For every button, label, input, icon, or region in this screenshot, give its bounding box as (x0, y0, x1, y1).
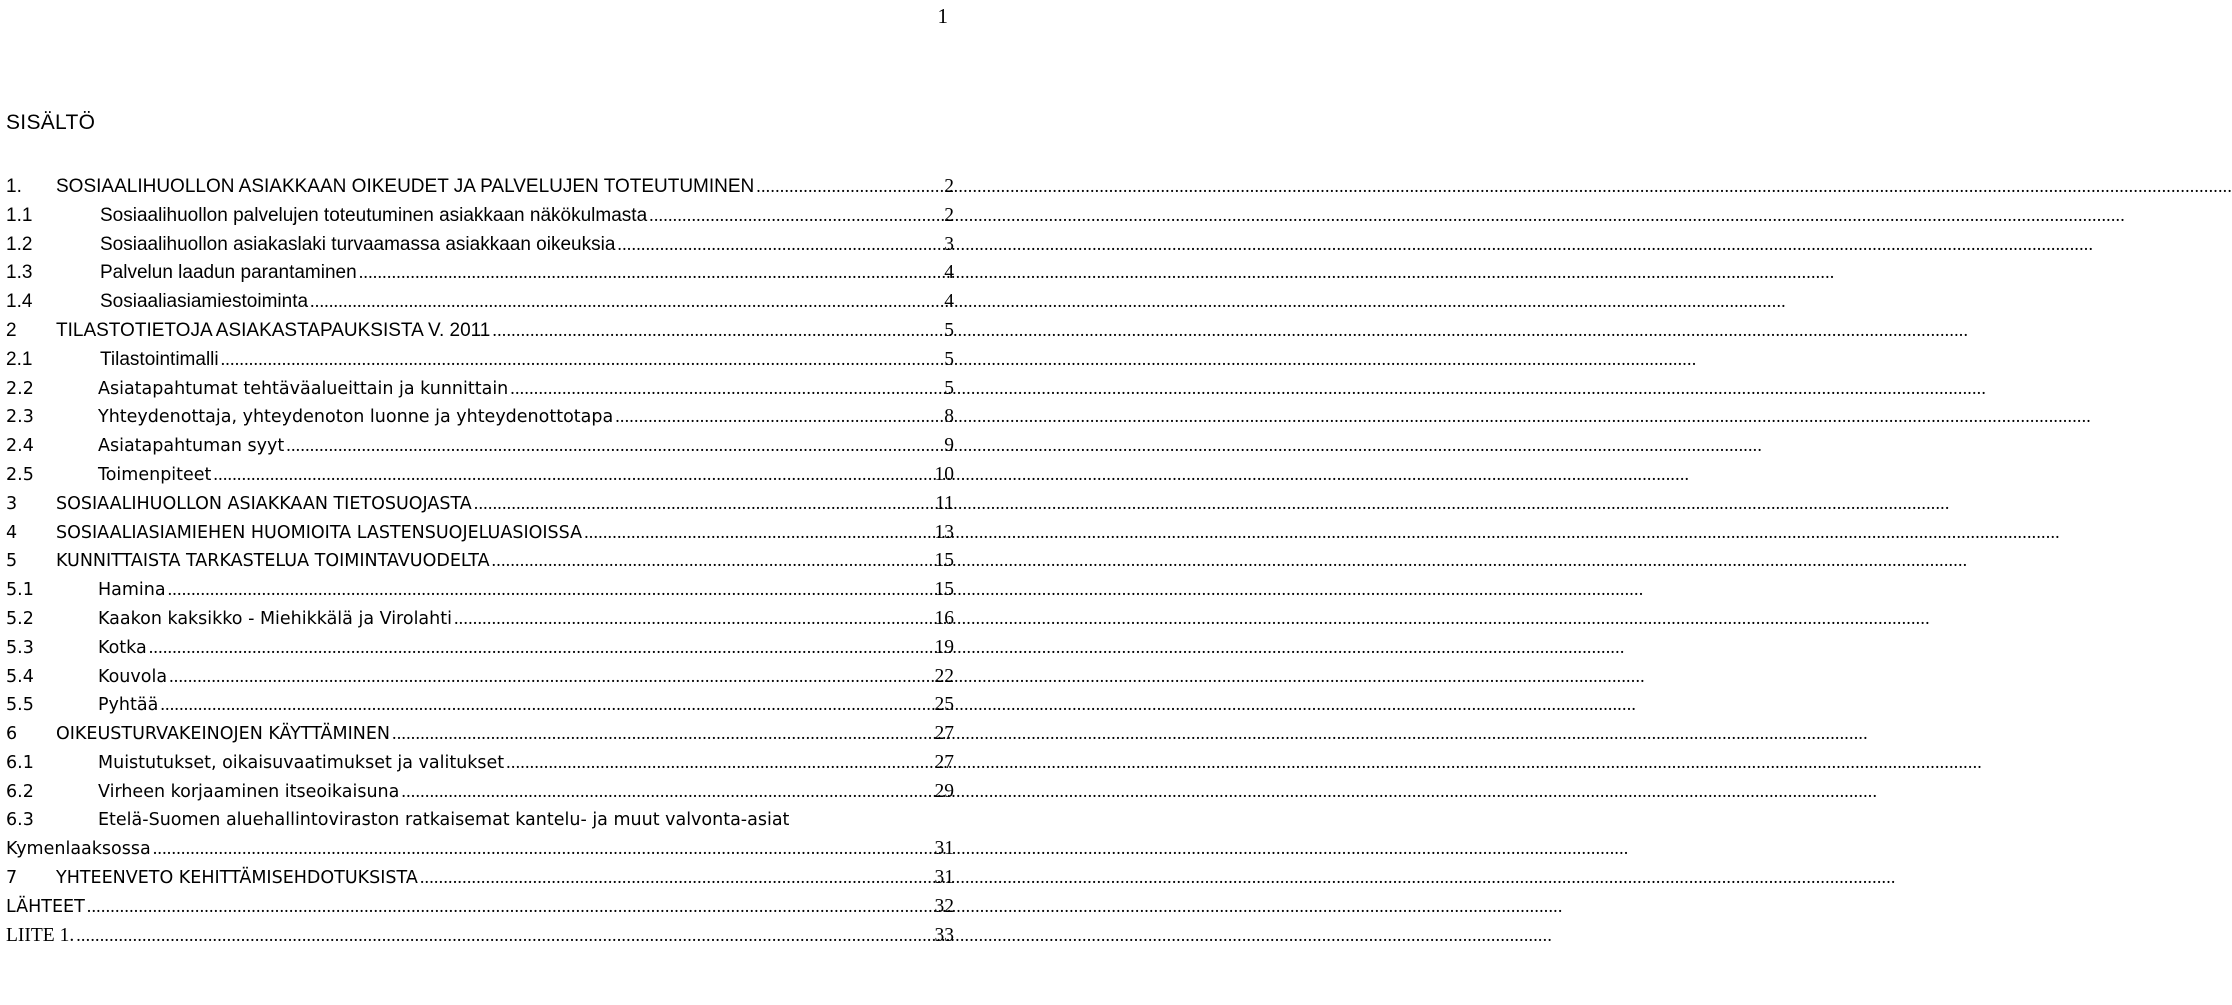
toc-entry-number: 2.2 (6, 378, 34, 399)
toc-entry[interactable] (6, 201, 954, 230)
toc-entry[interactable] (6, 460, 954, 489)
toc-entry-title: Asiatapahtuman syyt (98, 436, 285, 457)
toc-entry-number: 2 (6, 319, 17, 341)
toc-entry[interactable] (6, 230, 954, 259)
toc-entry-title: Sosiaaliasiamiestoiminta (100, 291, 309, 313)
toc-entry-title: Palvelun laadun parantaminen (100, 262, 357, 284)
toc-dot-leader (756, 172, 942, 201)
toc-entry-number: 7 (6, 868, 18, 889)
toc-dot-leader (474, 489, 933, 518)
toc-entry-title: Asiatapahtumat tehtäväalueittain ja kunnittain (98, 378, 509, 399)
toc-entry-page: 2 (944, 176, 954, 197)
toc-dot-leader (87, 892, 933, 921)
toc-entry-page: 9 (944, 435, 954, 457)
toc-dot-leader (310, 287, 942, 316)
toc-entry[interactable] (6, 431, 954, 460)
toc-entry-title: SOSIAALIHUOLLON ASIAKKAAN OIKEUDET JA PALVELUJEN TOTEUTUMINEN (56, 176, 755, 197)
toc-entry-page: 10 (934, 463, 954, 485)
toc-entry-title: Tilastointimalli (100, 348, 219, 370)
toc-entry[interactable] (6, 690, 954, 719)
toc-entry-number: 1.1 (6, 204, 33, 226)
toc-entry-title: YHTEENVETO KEHITTÄMISEHDOTUKSISTA (56, 868, 418, 889)
toc-dot-leader (169, 662, 932, 691)
toc-entry-title: Hamina (98, 580, 166, 601)
toc-entry-number: 6.3 (6, 809, 34, 830)
toc-dot-leader (420, 863, 933, 892)
toc-entry-number: 1. (6, 176, 22, 197)
toc-entry[interactable] (6, 316, 954, 345)
toc-entry[interactable] (6, 806, 954, 835)
toc-entry[interactable] (6, 489, 954, 518)
toc-entry-title: SOSIAALIASIAMIEHEN HUOMIOITA LASTENSUOJELUASIOISSA (56, 522, 583, 543)
toc-entry-title: Virheen korjaaminen itseoikaisuna (98, 781, 400, 802)
toc-entry-page: 13 (934, 521, 954, 543)
toc-entry-page: 22 (934, 665, 954, 687)
toc-entry-title: KUNNITTAISTA TARKASTELUA TOIMINTAVUODELTA (56, 551, 490, 572)
toc-entry-number: 1.4 (6, 291, 33, 313)
toc-entry[interactable] (6, 258, 954, 287)
toc-entry-page: 19 (934, 636, 954, 658)
toc-entry-title: OIKEUSTURVAKEINOJEN KÄYTTÄMINEN (56, 724, 390, 745)
toc-dot-leader (617, 230, 942, 259)
toc-entry[interactable] (6, 546, 954, 575)
toc-entry[interactable] (6, 834, 954, 863)
toc-dot-leader (168, 575, 933, 604)
toc-entry-number: 6.2 (6, 781, 34, 802)
toc-entry-number: 2.1 (6, 348, 33, 370)
toc-entry-page: 5 (944, 319, 954, 341)
toc-entry-title: Toimenpiteet (98, 464, 212, 485)
toc-entry-page: 31 (934, 838, 954, 860)
toc-entry-title: Etelä-Suomen aluehallintoviraston ratkaisemat kantelu- ja muut valvonta-asiat (98, 809, 790, 830)
toc-entry-page: 33 (934, 924, 954, 946)
toc-entry-page: 4 (944, 291, 954, 313)
toc-entry[interactable] (6, 777, 954, 806)
toc-entry-number: 1.2 (6, 233, 33, 255)
toc-entry[interactable] (6, 374, 954, 403)
toc-entry[interactable] (6, 287, 954, 316)
toc-entry-title: Kaakon kaksikko - Miehikkälä ja Virolahti (98, 608, 452, 629)
toc-dot-leader (401, 777, 932, 806)
toc-entry-number: 4 (6, 522, 18, 543)
toc-dot-leader (492, 546, 933, 575)
toc-entry-title: Pyhtää (98, 695, 159, 716)
toc-entry-title: Kymenlaaksossa (6, 839, 151, 860)
toc-entry-number: 5.4 (6, 666, 34, 687)
toc-entry-number: 5.2 (6, 608, 34, 629)
toc-entry-number: 5.3 (6, 637, 34, 658)
toc-entry[interactable] (6, 345, 954, 374)
toc-dot-leader (615, 402, 942, 431)
toc-entry[interactable] (6, 518, 954, 547)
page-number: 1 (937, 4, 948, 28)
toc-entry-page: 29 (934, 780, 954, 802)
toc-entry-number: 6 (6, 724, 18, 745)
toc-entry-number: 3 (6, 493, 18, 514)
toc-entry-page: 4 (944, 262, 954, 284)
toc-entry-title: TILASTOTIETOJA ASIAKASTAPAUKSISTA V. 2011 (56, 319, 491, 341)
toc-dot-leader (160, 690, 932, 719)
toc-entry-page: 2 (944, 204, 954, 226)
toc-entry-page: 27 (934, 723, 954, 745)
toc-entry-title: LIITE 1. (6, 924, 75, 946)
toc-entry[interactable] (6, 662, 954, 691)
toc-dot-leader (649, 201, 942, 230)
toc-entry[interactable] (6, 575, 954, 604)
toc-entry-number: 2.4 (6, 436, 34, 457)
table-of-contents (6, 172, 954, 950)
toc-entry-page: 5 (944, 377, 954, 399)
toc-entry[interactable] (6, 863, 954, 892)
toc-entry-number: 1.3 (6, 262, 33, 284)
toc-entry-number: 6.1 (6, 752, 34, 773)
toc-dot-leader (506, 748, 932, 777)
toc-entry-page: 15 (934, 550, 954, 572)
toc-entry-page: 16 (934, 607, 954, 629)
toc-entry-number: 5 (6, 551, 18, 572)
toc-entry-page: 8 (944, 406, 954, 428)
toc-entry-number: 5.1 (6, 580, 34, 601)
toc-entry-page: 11 (935, 492, 954, 514)
toc-entry-page: 32 (934, 895, 954, 917)
toc-entry-page: 3 (944, 233, 954, 255)
toc-entry[interactable] (6, 892, 954, 921)
toc-dot-leader (492, 316, 942, 345)
toc-dot-leader (153, 834, 933, 863)
toc-entry[interactable] (6, 172, 954, 201)
toc-entry[interactable] (6, 921, 954, 950)
toc-entry-page: 25 (934, 694, 954, 716)
toc-dot-leader (584, 518, 932, 547)
toc-entry-title: Sosiaalihuollon palvelujen toteutuminen asiakkaan näkökulmasta (100, 204, 648, 226)
toc-entry-title: Muistutukset, oikaisuvaatimukset ja valitukset (98, 752, 505, 773)
toc-dot-leader (454, 604, 933, 633)
toc-entry-number: 5.5 (6, 695, 34, 716)
toc-entry[interactable] (6, 748, 954, 777)
toc-entry-title: SOSIAALIHUOLLON ASIAKKAAN TIETOSUOJASTA (56, 493, 472, 514)
toc-entry-page: 15 (934, 579, 954, 601)
toc-entry-page: 27 (934, 751, 954, 773)
toc-entry-title: LÄHTEET (6, 896, 85, 917)
toc-dot-leader (76, 921, 932, 950)
toc-dot-leader (213, 460, 932, 489)
toc-entry[interactable] (6, 719, 954, 748)
toc-entry-page: 31 (934, 867, 954, 889)
toc-entry-title: Sosiaalihuollon asiakaslaki turvaamassa asiakkaan oikeuksia (100, 233, 616, 255)
toc-entry[interactable] (6, 604, 954, 633)
toc-entry-number: 2.3 (6, 407, 34, 428)
toc-entry-title: Kotka (98, 637, 147, 658)
toc-dot-leader (359, 258, 943, 287)
toc-entry-title: Kouvola (98, 666, 168, 687)
toc-dot-leader (392, 719, 933, 748)
toc-heading: SISÄLTÖ (6, 111, 96, 134)
toc-entry-page: 5 (944, 348, 954, 370)
toc-dot-leader (149, 633, 933, 662)
toc-entry-title: Yhteydenottaja, yhteydenoton luonne ja yhteydenottotapa (98, 407, 614, 428)
toc-entry[interactable] (6, 402, 954, 431)
toc-entry[interactable] (6, 633, 954, 662)
toc-entry-number: 2.5 (6, 464, 34, 485)
toc-dot-leader (221, 345, 943, 374)
toc-dot-leader (286, 431, 942, 460)
toc-dot-leader (510, 374, 942, 403)
